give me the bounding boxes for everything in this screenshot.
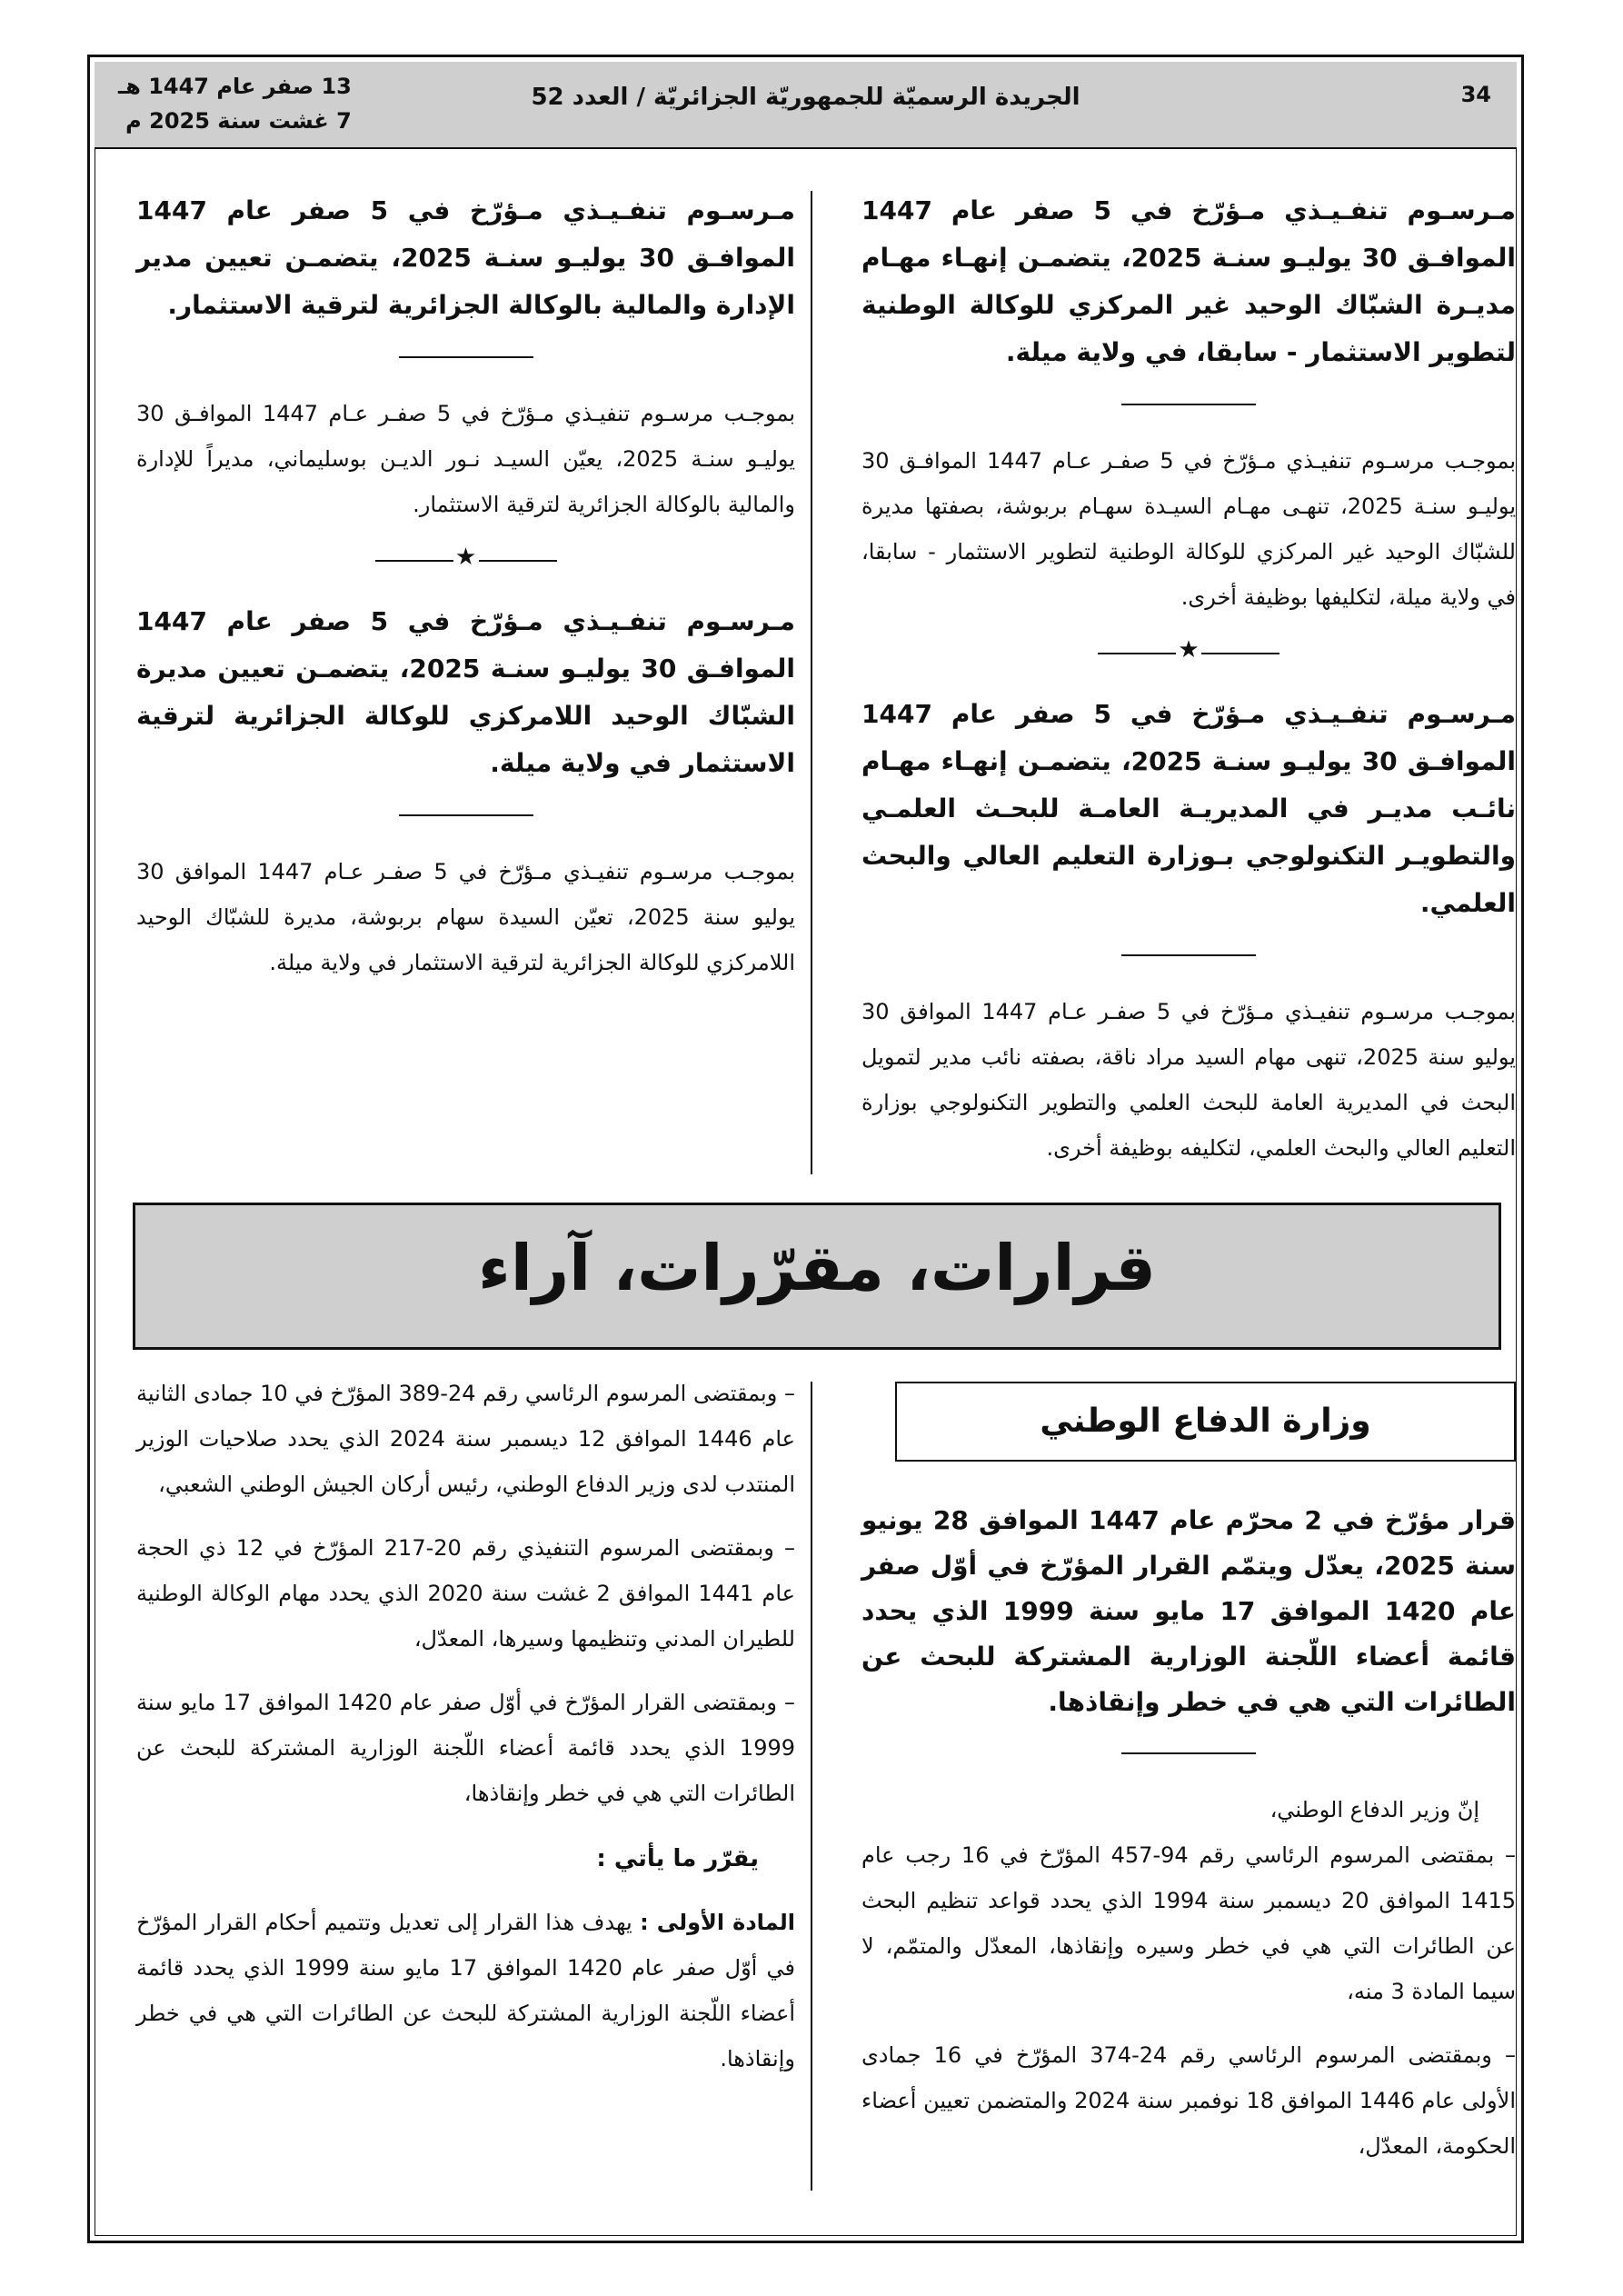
visa-3: – وبمقتضى المرسوم الرئاسي رقم 24-389 المؤرّخ في 10 جمادى الثانية عام 1446 الموافق 12 ديسمبر سنة 2024 الذي يحدد صلاحيات الوزير المنتدب لدى وزير الدفاع الوطني، رئيس أركان الجيش الوطني الشعبي، xyxy=(136,1381,795,1497)
visa-5: – وبمقتضى القرار المؤرّخ في أوّل صفر عام 1420 الموافق 17 مايو سنة 1999 الذي يحدد قائمة أعضاء اللّجنة الوزارية المشتركة للبحث عن الطائرات التي هي في خطر وإنقاذها، xyxy=(136,1690,795,1806)
gazette-title: الجريدة الرسميّة للجمهوريّة الجزائريّة / العدد 52 xyxy=(531,84,1080,111)
column-divider-top xyxy=(811,191,812,1174)
issue-date xyxy=(118,69,352,138)
column-divider-bottom xyxy=(811,1382,812,2191)
hijri-date: 13 صفر عام 1447 هـ xyxy=(118,74,352,99)
separator-rule xyxy=(399,356,533,358)
decree-2-body: بموجـب مرسـوم تنفيـذي مـؤرّخ في 5 صفـر عـام 1447 الموافق 30 يوليو سنة 2025، تنهى مهام السيد مراد ناقة، بصفته نائب مدير لتمويل البحث في المديرية العامة للبحث العلمي والتطوير التكنولوجي بوزارة التعليم العالي والبحث العلمي، لتكليفه بوظيفة أخرى. xyxy=(861,999,1516,1161)
decision-title: قرار مؤرّخ في 2 محرّم عام 1447 الموافق 28 يونيو سنة 2025، يعدّل ويتمّم القرار المؤرّخ في أوّل صفر عام 1420 الموافق 17 مايو سنة 1999 الذي يحدد قائمة أعضاء اللّجنة الوزارية المشتركة للبحث عن الطائرات التي هي في خطر وإنقاذها. xyxy=(861,1505,1516,1717)
article-1 xyxy=(136,1900,795,2081)
visa-2: – وبمقتضى المرسوم الرئاسي رقم 24-374 المؤرّخ في 16 جمادى الأولى عام 1446 الموافق 18 نوفمبر سنة 2024 والمتضمن تعيين أعضاء الحكومة، المعدّل، xyxy=(861,2042,1516,2159)
left-column-top xyxy=(136,187,795,985)
ministry-heading: وزارة الدفاع الوطني xyxy=(895,1382,1516,1462)
decree-2-title: مـرسـوم تنفـيـذي مـؤرّخ في 5 صفر عام 1447 الموافـق 30 يوليـو سنـة 2025، يتضمـن إنهـاء مهـام نائـب مديـر في المديريـة العامـة للبحـث العلمـي والتطويـر التكنولوجي بـوزارة التعليم العالي والبحث العلمي. xyxy=(861,699,1516,918)
visa-4: – وبمقتضى المرسوم التنفيذي رقم 20-217 المؤرّخ في 12 ذي الحجة عام 1441 الموافق 2 غشت سنة 2020 الذي يحدد مهام الوكالة الوطنية للطيران المدني وتنظيمها وسيرها، المعدّل، xyxy=(136,1535,796,1652)
separator-rule xyxy=(399,814,533,816)
article-1-text: يهدف هذا القرار إلى تعديل وتتميم أحكام القرار المؤرّخ في أوّل صفر عام 1420 الموافق 17 مايو سنة 1999 الذي يحدد قائمة أعضاء اللّجنة الوزارية المشتركة للبحث عن الطائرات التي هي في خطر وإنقاذها. xyxy=(136,1910,795,2071)
separator-rule xyxy=(1121,1752,1256,1754)
decree-1-title: مـرسـوم تنفـيـذي مـؤرّخ في 5 صفر عام 1447 الموافـق 30 يوليـو سنـة 2025، يتضمـن إنهـاء مهـام مديـرة الشبّاك الوحيد غير المركزي للوكالة الوطنية لتطوير الاستثمار - سابقا، في ولاية ميلة. xyxy=(861,195,1516,367)
gazette-header xyxy=(95,62,1517,149)
minister-line: إنّ وزير الدفاع الوطني، xyxy=(1270,1797,1479,1822)
star-icon: ★ xyxy=(1178,636,1200,664)
separator-rule xyxy=(1121,954,1256,956)
star-separator xyxy=(375,544,557,571)
left-column-bottom xyxy=(136,1371,795,2081)
decree-1-body: بموجـب مرسـوم تنفيـذي مـؤرّخ في 5 صفـر عـام 1447 الموافـق 30 يوليـو سنـة 2025، تنهـى مهـام السيـدة سهـام بربوشة، بصفتها مديرة للشبّاك الوحيد غير المركزي للوكالة الوطنية لتطوير الاستثمار - سابقا، في ولاية ميلة، لتكليفها بوظيفة أخرى. xyxy=(861,448,1517,610)
decides-heading: يقرّر ما يأتي : xyxy=(596,1845,759,1872)
gregorian-date: 7 غشت سنة 2025 م xyxy=(125,108,352,134)
right-column-top xyxy=(861,187,1516,1171)
page-number: 34 xyxy=(1460,82,1491,107)
star-icon: ★ xyxy=(454,544,477,571)
visa-1: – بمقتضى المرسوم الرئاسي رقم 94-457 المؤرّخ في 16 رجب عام 1415 الموافق 20 ديسمبر سنة 1994 الذي يحدد قواعد تنظيم البحث عن الطائرات التي هي في خطر وسيره وإنقاذها، المعدّل والمتمّم، لا سيما المادة 3 منه، xyxy=(861,1842,1516,2004)
right-column-bottom xyxy=(861,1382,1516,2169)
section-banner-title: قرارات، مقرّرات، آراء xyxy=(478,1231,1156,1305)
decree-3-body: بموجـب مرسـوم تنفيـذي مـؤرّخ في 5 صفـر عـام 1447 الموافـق 30 يوليـو سنـة 2025، يعيّن السيـد نـور الديـن بوسليماني، مديراً للإدارة والمالية بالوكالة الجزائرية لترقية الاستثمار. xyxy=(136,401,795,517)
decree-4-body: بموجـب مرسـوم تنفيـذي مـؤرّخ في 5 صفـر عـام 1447 الموافق 30 يوليو سنة 2025، تعيّن السيدة سهام بربوشة، مديرة للشبّاك الوحيد اللامركزي للوكالة الجزائرية لترقية الاستثمار في ولاية ميلة. xyxy=(136,859,795,975)
separator-rule xyxy=(1121,404,1256,405)
star-separator xyxy=(1098,636,1279,664)
section-banner xyxy=(133,1203,1501,1350)
article-1-label: المادة الأولى : xyxy=(640,1910,795,1935)
decree-3-title: مـرسـوم تنفـيـذي مـؤرّخ في 5 صفر عام 1447 الموافـق 30 يوليـو سنـة 2025، يتضمـن تعيين مدير الإدارة والمالية بالوكالة الجزائرية لترقية الاستثمار. xyxy=(136,195,795,320)
decree-4-title: مـرسـوم تنفـيـذي مـؤرّخ في 5 صفر عام 1447 الموافـق 30 يوليـو سنـة 2025، يتضمـن تعيين مديرة الشبّاك الوحيد اللامركزي للوكالة الجزائرية لترقية الاستثمار في ولاية ميلة. xyxy=(136,606,795,778)
